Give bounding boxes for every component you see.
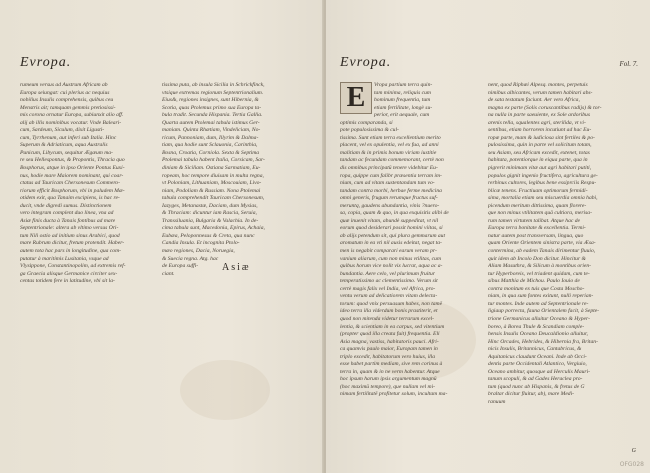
text-line: & Thraciam: dicuntur iam Rascia, Seruia, [162,210,257,217]
text-line: ciant. [162,270,175,277]
text-line: contra monitum ex tuis que Costa Moscho- [488,285,585,292]
text-line: sima, mortalia etiam seu miscuerdia omnia habi, [488,195,598,202]
running-head-right: Evropa. [340,55,392,70]
text-line: nicis Insulis, Britannicus, Cantabricus, & [488,346,582,353]
text-line: Candia Insula. Et incognita Ptolo- [162,240,240,247]
text-line: aromatum in ea vti nil ausis edeitat, negat ta- [340,240,442,247]
text-line: ctatus ad Tauricam Chersonesum Commero- [20,180,120,187]
text-line: seu Asiam, seu Africam excedit, extenet, totas [488,149,590,156]
text-line: quam Oriente Orientem sinistra parte, via Æsa- [488,240,596,247]
left-page [0,0,324,473]
text-line: omni generis, frugum rerumque fructus suf- [340,195,438,202]
catchword: G [631,448,636,454]
text-line: ricum, Pannoniam, dum, Illyrim & Dalma- [162,134,259,141]
text-line: perior, erit aequale, cum [374,112,430,119]
text-line: sentibus, etiam horrorem incutiunt ad hac Eu- [488,127,592,134]
text-line: nus, hodie mare Maiorem nominant, qui coar- [20,172,124,179]
text-line: Asiæ finis ducta à Tanais fontibus ad mare [20,217,116,224]
text-line: mare Rubrum dicitur, fretum protendit. Haber- [20,240,125,247]
text-line: quod non mitenda videtur terrarum excel- [340,315,434,322]
text-line: tur Hyperboreis, vel triadent quidam, cum te- [488,270,590,277]
text-line: meruntq, gaudens abundantia, vinis ?nuero- [340,202,440,209]
text-line: Transsiluania, Bulgaria & Valachia. In de- [162,217,259,224]
text-line: Europa terra bonitate & excellentia. Termi- [488,225,586,232]
text-line: populos gignit ingenio fructifera, agricultura ge- [488,172,598,179]
right-column-2 [488,82,636,407]
text-line: tum (quod nunc ab Hispanis, & fretus de G [488,383,585,390]
text-line: bundantia. Aere celo, vel plurimum fruitur [340,270,435,277]
text-line: tanum scopuli, & ad Gades Heraclea pro- [488,376,583,383]
text-line: boreo, à Borea Thule & Scandiam comple- [488,323,585,330]
text-line: terra in, quam & in ne verm habentur. Atque [340,368,440,375]
text-line: men is negabit comparari earum veram pr- [340,248,437,255]
text-line: re seu Hellespontus, & Propontis, Thracia quo [20,157,125,164]
text-line: temperatissimo ac clementissimo. Verum sit [340,278,438,285]
text-line: tam minima, reliquis cum [374,89,431,96]
text-line: certè magis falix vel India, vel Africa, pro- [340,285,436,292]
text-line: placent, vel ex opulentia, vel ex fua, ad anni [340,142,439,149]
text-line: triplo excedit, habitatorum vero huius, illa [340,353,436,360]
section-word: Asiæ [222,262,251,273]
text-line: hoc ipsum harum ipsis argumentum magnū [340,376,437,383]
text-line: contermina, ab eadem Tanais dirimentur fluuio, [488,248,596,255]
text-line: rumeum versus ad Austrum Africam ab [20,82,108,88]
text-line: ideo terra illa vlderdum bonis prastiterit, et [340,308,438,315]
text-line: ropæ parte, mam & iudiciosa sint fertiles & po- [488,134,595,141]
text-line: rerbinus cultores, legibus bene essiprciis Respu- [488,180,597,187]
text-line: Aliam Masuthra, & Silicum à montibus orien- [488,263,592,270]
right-page [326,0,650,473]
text-line: centas totidem fere in latitudine, vbi sit la- [20,278,115,285]
text-line: Vlysippone, Constantinopolim, ad extremis ref- [20,263,126,270]
text-line: Eius&, regiones insignes, sunt Hibernia, & [162,97,259,104]
text-line: & Suecia regna. Atg. hac [162,255,219,262]
text-line: Bosna, Croatia, Corniola. Sexta & Septima [162,149,260,156]
text-line: vero integram complent duo linea, vna ad [20,210,114,217]
text-line: (hoc maximū tempore), que nullam vel mi- [340,383,436,390]
text-line: maniam. Quinta Rhætiam, Vindeliciam, No- [162,127,261,134]
text-line: cum, Sardeum, Siculum, dixit Ligusti- [20,127,105,134]
library-stamp: OFG028 [619,461,644,468]
text-line: nobilius Insulis comprehensis, quibus ceu [20,97,114,104]
text-line: magna ex parte (Solis coruscantibus radijs) & tor- [488,104,602,111]
text-line: arenis tella, squalentes agri, sterilida, vt vi- [488,119,586,126]
text-line: niam, in qua sum fontes exitunt, nulli reperian- [488,293,594,300]
text-line: diniam & Siciliam. Ostiana Sarmatiam, Eu- [162,165,261,172]
text-line: ducit, vnde digredi sumus. Distinctionem [20,202,112,209]
text-line: quit idem ab Incolo Don dicitur. Hincitur & [488,255,586,262]
right-column-1 [340,82,482,399]
text-line: Superum & Adriaticum, aqua Australis [20,142,108,149]
text-line: hensis Insulis Oceano Deucaldionio alluitur, [488,331,588,338]
text-line: optimis comparanda, si [340,119,393,126]
text-line: quæ inuenit vitam, abundè suppeditat, vt nil [340,217,439,224]
text-line: alij ab illis nominibus vocatur. Vnde Baleari- [20,119,122,126]
text-line: ropa, quippe cum falibr præsentia terram im- [340,172,442,179]
text-line: Septentrionale: altera ab vltimo versus Ori- [20,225,119,232]
text-line: sibus Matthia de Michou. Paulo Iouio de [488,278,580,285]
text-line: pigrerit minimam vitæ aut agri habitari putiti, [488,165,592,172]
text-line: autem tota hac pars in longitudine, qua com- [20,248,121,255]
text-line: ligiaup porrecta, fauna Orientalem facit, à Septe- [488,308,600,315]
text-line: (propter quod illa creata fuit) frequentia. Eli [340,331,440,338]
left-column-2 [162,82,310,278]
text-line: mæo regiones, Dacia, Noruegia, [162,248,235,255]
text-line: Hinc Orcades, Hebrides, & Hibernia fra, Britan- [488,338,598,345]
text-line: tissima. Sunt etiam terra excellentium merito [340,134,441,141]
text-line: na nulla in parte saeuiente, ex Sole ardoribus [488,112,591,119]
text-line: etiam fertilitate, longè su- [374,104,433,111]
text-line: ropeam, hoc tempore diuisam in multa regna, [162,172,264,179]
text-line: Oceano ambitur, quosque ad Herculis Mauri- [488,368,591,375]
text-line: que non minus vtilitatem quā cultiora, merisa- [488,210,592,217]
text-line: picendum meritum dittissima, quam florere- [488,202,587,209]
text-line: esse habet partim mediam, sive rem corinus à [340,361,443,368]
text-line: pulosissima, quin in parte vel solicitum totam, [488,142,592,149]
paper-stain [180,360,270,420]
text-line: nimam fertilitatē profitetur solum, incultam ma- [340,391,448,398]
text-line: malitiam & in primis bonum viriam iustitie [340,149,437,156]
text-line: ga Graecia alisque Germanice circiter sex- [20,270,118,277]
text-line: Europa seiungat: cui plerius ac nequius [20,89,110,96]
text-line: rum tamen virtutem talibat. Atque hac de [488,217,581,224]
text-line: Eubæa, Peloponnesus & Creta, qua nunc [162,232,255,239]
text-line: Bosphorus, atque in ipso Oriente Pontus Euxi- [20,165,125,172]
text-line: pote populosissima & cul- [340,127,399,134]
text-line: nimibus albicantes, verum tamen habitari abs- [488,89,593,96]
text-line: Ptolemai tabula habent Italia, Corsicam, Sar- [162,157,265,164]
text-line: habitata, potentiorque in eiqua parte, qua in [488,157,588,164]
text-line: tur montes. Inde autem ad Septentrionale re- [488,300,589,307]
text-line: sa, copia, quam & quo, in qua exquisitis alibi de [340,210,449,217]
text-line: dentis parte Occidentali Atlantico, Vergiuio, [488,361,587,368]
text-line: quibus horum vice nolit vix lucrat, aqua ac a- [340,263,443,270]
text-line: tiam, qua hodie sunt Sclauonia, Carinthia, [162,142,258,149]
text-line: de sata testatum faciunt. Aer vero Africa, [488,97,580,104]
text-line: tandam ac fecundam commemorant, certè non [340,157,444,164]
text-line: dis omnibus principatū tenere videbitur Eu- [340,165,438,172]
text-line: Quarta autem Ptolemai tabula istimus Ger- [162,119,260,126]
text-line: tandam contra morbi, herbae ferme medicina [340,187,442,194]
text-line: Asia magna, vastiss, habitatoris pauci. Afri- [340,338,439,345]
text-line: natur autem post transversam, lingua, quo [488,232,584,239]
text-line: de Europa suffi- [162,263,199,270]
text-line: Scotia, quas Ptolemus primo sua Europa ta- [162,104,262,111]
text-line: eorum quod desiderari possit homini viitas, si [340,225,443,232]
text-line: tum Nili ostio ad initium sinus Arabici, quod [20,232,120,239]
text-line: tabula comprehendit Tauricam Chersonesum, [162,195,265,202]
text-line: blicæ tenens. Fructiuam optimorum fermidi- [488,187,588,194]
text-line: ranuum [488,398,506,405]
text-line: Aquitanicus claudunt Oceani. Inde ab Occi- [488,353,587,360]
text-line: bula tradit. Secunda Hispania. Tertia Gallia. [162,112,263,119]
initial-letter: E [346,82,366,113]
text-line: mis corona ornatur Europa, subiunxit alio aff. [20,112,124,119]
text-line: nent, quod Riphæi Alpesq. montes, perpetuis [488,82,588,88]
text-line: vtsique extremas regionum Septentrionalium. [162,89,264,96]
text-line: trione Germanicus alluitur Oceano & Hyper- [488,315,590,322]
text-line: lentia, & scientiam in ea carpus, sed vitentium [340,323,445,330]
text-line: ca quamvis paulo maior, Europam tamen in [340,346,438,353]
text-line: ab alijs petendum sit, qui plura gemmarum aut [340,232,446,239]
text-line: Punicum, Libycum, sequitur Ægæum ma- [20,149,113,156]
text-line: putatur à maritimis Lusitania, vsque ad [20,255,109,262]
text-line: otidem exit, qua Tanaim excipiens, is hac re- [20,195,120,202]
text-line: torum: quod vnix persuasum habes, non tamē [340,300,443,307]
text-line: niam, Podoliam & Russiam. Nona Ptolemai [162,187,261,194]
text-line: Menstris ait; tamquam gemmis pretiosissi- [20,104,116,111]
text-line: Vropa partium terra quin- [374,82,433,88]
text-line: Iazyges, Metanastæ, Daciam, dum Mysias, [162,202,258,209]
text-line: braltar dicitur fluitur, ab), mare Medi- [488,391,575,398]
running-head-left: Evropa. [20,55,72,70]
text-line: vt Poloniam, Lithuaniam, Moscouiam, Livo- [162,180,262,187]
text-line: hominum frequentia, tum [374,97,431,104]
text-line: vanium aliarum, cum non minus vtilitas, cum [340,255,441,262]
text-line: tissima puta, ab insula Sicilia in Schrickfinck, [162,82,265,88]
text-line: cum, Tyrrhenum, aut inferi sub Italia. Hinc [20,134,117,141]
text-line: nium, cum ad vitam sustentandam tum vo- [340,180,435,187]
left-column-1 [20,82,158,286]
text-line: riorum efficit Bosphorum, vbi in paludem Mæ- [20,187,125,194]
text-line: ventu verum ad delicatiorem vitam delecta- [340,293,438,300]
text-line: cima tabula sunt, Macedonia, Epirus, Achaia, [162,225,265,232]
folio-number: Fol. 7. [619,60,638,68]
